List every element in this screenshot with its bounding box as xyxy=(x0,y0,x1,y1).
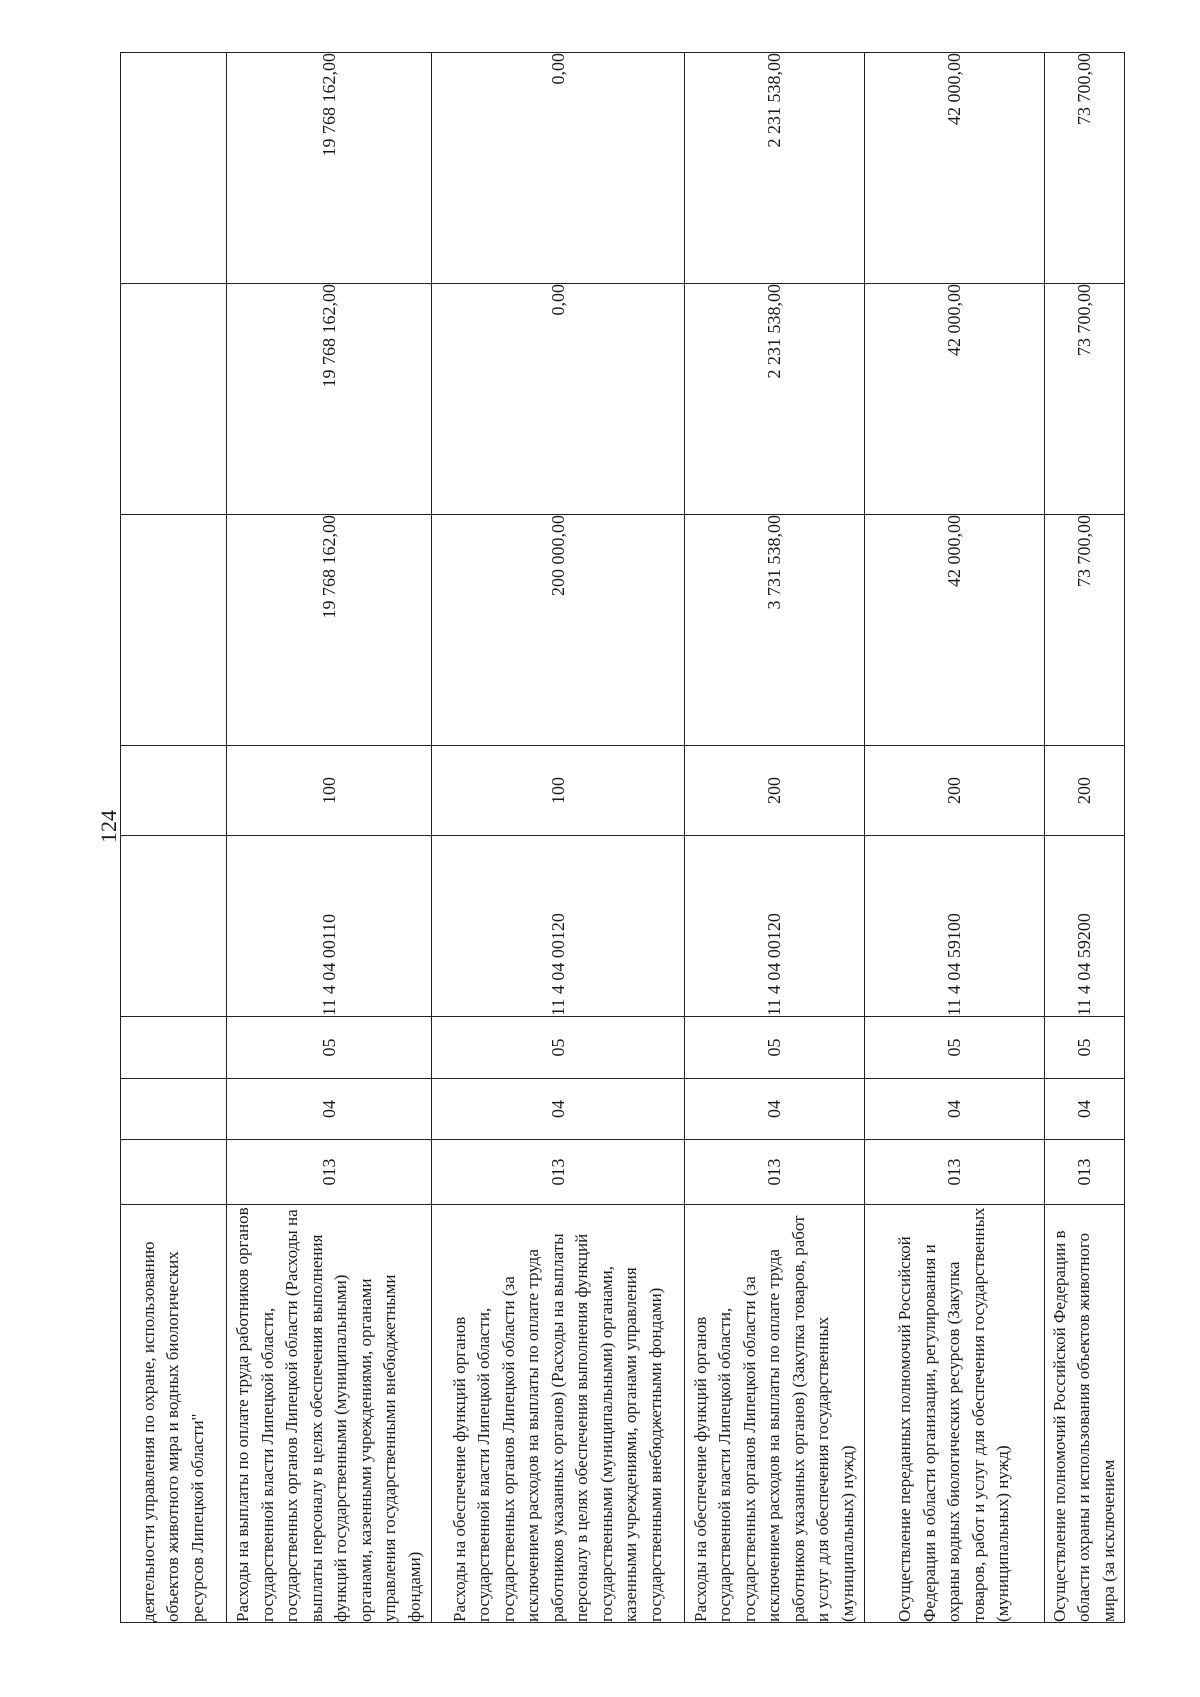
grbs-code: 013 xyxy=(1045,1140,1125,1205)
podrazdel-code: 05 xyxy=(865,1017,1045,1079)
expense-type-code: 200 xyxy=(1045,746,1125,836)
podrazdel-code: 05 xyxy=(685,1017,865,1079)
target-article-code: 11 4 04 59100 xyxy=(865,836,1045,1017)
amount-year-3: 2 231 538,00 xyxy=(685,53,865,284)
expense-type-code xyxy=(121,746,227,836)
amount-year-2: 42 000,00 xyxy=(865,284,1045,515)
target-article-code xyxy=(121,836,227,1017)
amount-year-3 xyxy=(121,53,227,284)
grbs-code: 013 xyxy=(685,1140,865,1205)
amount-year-2: 73 700,00 xyxy=(1045,284,1125,515)
target-article-code: 11 4 04 00120 xyxy=(432,836,685,1017)
podrazdel-code: 05 xyxy=(227,1017,432,1079)
grbs-code: 013 xyxy=(432,1140,685,1205)
amount-year-2: 2 231 538,00 xyxy=(685,284,865,515)
podrazdel-code: 05 xyxy=(1045,1017,1125,1079)
amount-year-3: 42 000,00 xyxy=(865,53,1045,284)
razdel-code: 04 xyxy=(1045,1079,1125,1140)
expense-type-code: 200 xyxy=(865,746,1045,836)
amount-year-1 xyxy=(121,515,227,746)
row-description: деятельности управления по охране, использованию объектов животного мира и водных биологических ресурсов Липецкой области" xyxy=(121,1205,227,1623)
table-row xyxy=(1045,53,1125,1623)
razdel-code: 04 xyxy=(227,1079,432,1140)
target-article-code: 11 4 04 59200 xyxy=(1045,836,1125,1017)
row-description: Осуществление полномочий Российской Федерации в области охраны и использования объектов животного мира (за исключением xyxy=(1045,1205,1125,1623)
amount-year-3: 73 700,00 xyxy=(1045,53,1125,284)
expense-type-code: 100 xyxy=(227,746,432,836)
expense-type-code: 200 xyxy=(685,746,865,836)
grbs-code: 013 xyxy=(227,1140,432,1205)
razdel-code: 04 xyxy=(865,1079,1045,1140)
page-number: 124 xyxy=(96,810,121,843)
table-row xyxy=(227,53,432,1623)
amount-year-1: 3 731 538,00 xyxy=(685,515,865,746)
podrazdel-code: 05 xyxy=(432,1017,685,1079)
razdel-code: 04 xyxy=(685,1079,865,1140)
row-description: Осуществление переданных полномочий Российской Федерации в области организации, регулирования и охраны водных биологических ресурсов (Закупка товаров, работ и услуг для обеспечения государственных (муниципальных) нужд) xyxy=(865,1205,1045,1623)
grbs-code xyxy=(121,1140,227,1205)
amount-year-3: 0,00 xyxy=(432,53,685,284)
expense-type-code: 100 xyxy=(432,746,685,836)
amount-year-2 xyxy=(121,284,227,515)
grbs-code: 013 xyxy=(865,1140,1045,1205)
table-row xyxy=(121,53,227,1623)
rotated-page-content xyxy=(120,52,1125,1623)
amount-year-1: 42 000,00 xyxy=(865,515,1045,746)
table-row xyxy=(865,53,1045,1623)
amount-year-3: 19 768 162,00 xyxy=(227,53,432,284)
amount-year-1: 200 000,00 xyxy=(432,515,685,746)
amount-year-2: 19 768 162,00 xyxy=(227,284,432,515)
razdel-code: 04 xyxy=(432,1079,685,1140)
podrazdel-code xyxy=(121,1017,227,1079)
amount-year-1: 19 768 162,00 xyxy=(227,515,432,746)
amount-year-2: 0,00 xyxy=(432,284,685,515)
row-description: Расходы на обеспечение функций органов государственной власти Липецкой области, государственных органов Липецкой области (за исключением расходов на выплаты по оплате труда работников указанных органов) (Расходы на выплаты персоналу в целях обеспечения выполнения функций государственными (муниципальными) органами, казенными учреждениями, органами управления государственными внебюджетными фондами) xyxy=(432,1205,685,1623)
target-article-code: 11 4 04 00120 xyxy=(685,836,865,1017)
budget-table xyxy=(120,52,1125,1623)
row-description: Расходы на выплаты по оплате труда работников органов государственной власти Липецкой области, государственных органов Липецкой области (Расходы на выплаты персоналу в целях обеспечения выполнения функций государственными (муниципальными) органами, казенными учреждениями, органами управления государственными внебюджетными фондами) xyxy=(227,1205,432,1623)
table-row xyxy=(685,53,865,1623)
table-row xyxy=(432,53,685,1623)
amount-year-1: 73 700,00 xyxy=(1045,515,1125,746)
row-description: Расходы на обеспечение функций органов государственной власти Липецкой области, государственных органов Липецкой области (за исключением расходов на выплаты по оплате труда работников указанных органов) (Закупка товаров, работ и услуг для обеспечения государственных (муниципальных) нужд) xyxy=(685,1205,865,1623)
target-article-code: 11 4 04 00110 xyxy=(227,836,432,1017)
razdel-code xyxy=(121,1079,227,1140)
